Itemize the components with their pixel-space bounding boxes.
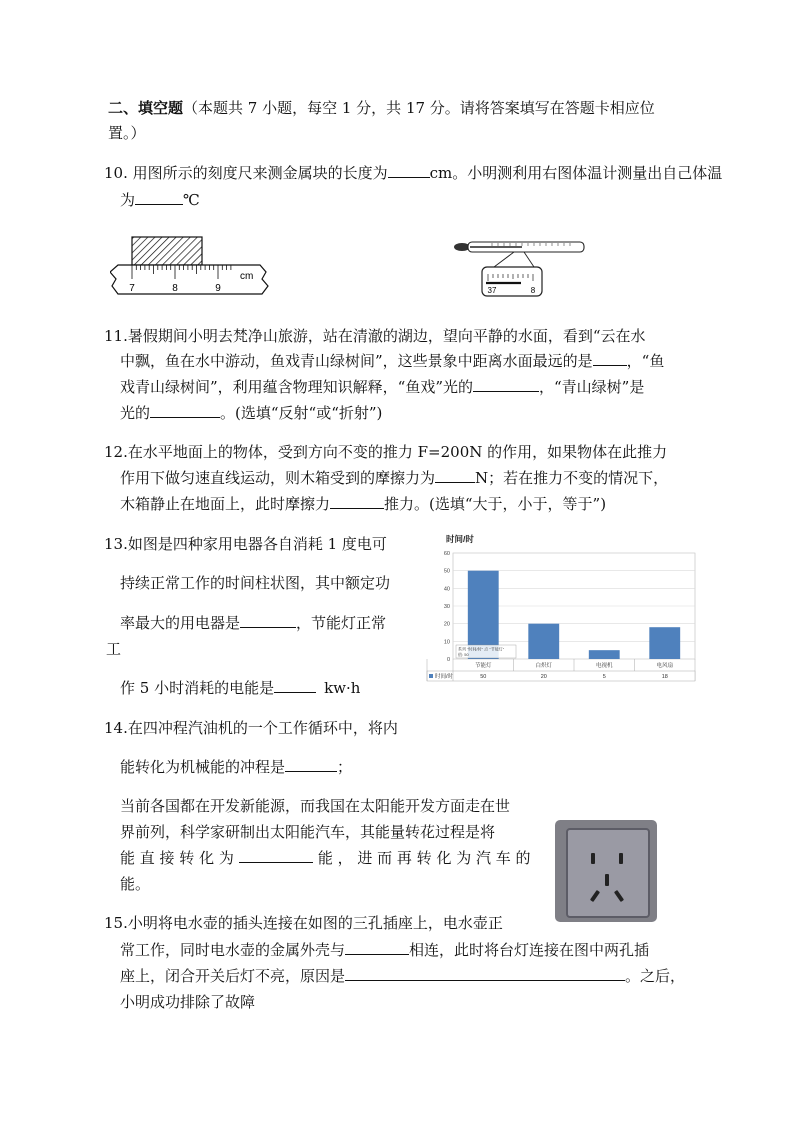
ruler-label-9: 9 (215, 283, 221, 294)
q14-line1: 14.在四冲程汽油机的一个工作循环中，将内 (104, 719, 398, 737)
q15-blank-ground (345, 939, 409, 955)
category-label: 节能灯 (474, 663, 492, 669)
q13-line5 (120, 677, 360, 699)
category-label: 白炽灯 (535, 663, 553, 669)
q13-line2: 持续正常工作的时间柱状图，其中额定功 (120, 574, 391, 592)
q13-text: 率最大的用电器是 (120, 614, 241, 632)
q13-text: ，节能灯正常 (296, 614, 387, 632)
data-table-value: 18 (661, 674, 668, 680)
category-label: 电风扇 (656, 663, 674, 669)
thermo-label-8: 8 (530, 286, 536, 295)
q11-line3 (120, 376, 644, 398)
q14-blank-stroke (285, 756, 337, 772)
q11-blank-mountain (150, 402, 220, 418)
category-label: 电视机 (595, 663, 613, 669)
bar (589, 650, 620, 659)
bar (528, 624, 559, 659)
q11-text: 戏青山绿树间”，利用蕴含物理知识解释，“鱼戏”光的 (120, 378, 474, 396)
q12-text: 木箱静止在地面上，此时摩擦力 (120, 495, 331, 513)
chart-title: 时间/时 (446, 534, 474, 544)
usage-bar-chart (425, 533, 697, 685)
socket-image (555, 820, 657, 922)
data-table-value: 20 (540, 674, 547, 680)
q13-line3 (120, 612, 386, 634)
q10-blank-length (388, 162, 430, 178)
q14-line4: 界前列，科学家研制出太阳能汽车，其能量转花过程是将 (120, 823, 496, 841)
q15-line1: 15.小明将电水壶的插头连接在如图的三孔插座上，电水壶正 (104, 914, 503, 932)
q15-text: 常工作，同时电水壶的金属外壳与 (120, 941, 346, 959)
q14-text: 能转化为机械能的冲程是 (120, 758, 286, 776)
section-instructions: （本题共 7 小题，每空 1 分，共 17 分。请将答案填写在答题卡相应位 (183, 99, 655, 117)
q15-line3 (120, 965, 685, 987)
data-table-value: 50 (480, 674, 487, 680)
legend-swatch (429, 674, 433, 678)
q12-blank-friction (435, 467, 475, 483)
q11-text: ，“青山绿树”是 (539, 378, 645, 396)
section-title: 二、填空题 (108, 99, 184, 117)
q12-line3 (120, 493, 606, 515)
y-tick-label: 40 (443, 586, 450, 593)
q15-line2 (120, 939, 649, 961)
q10-text: ℃ (183, 191, 200, 209)
q15-text: 相连，此时将台灯连接在图中两孔插 (409, 941, 650, 959)
q14-line6: 能。 (120, 875, 151, 893)
q10-text: 为 (120, 191, 136, 209)
q12-line1: 12.在水平地面上的物体，受到方向不变的推力 F=200N 的作用，如果物体在此推力 (104, 443, 668, 461)
q13-blank-energy (274, 677, 316, 693)
bar-tooltip (456, 645, 516, 658)
q10-line2 (120, 189, 200, 211)
metal-block (132, 237, 202, 265)
y-tick-label: 0 (446, 657, 450, 663)
q11-line1: 11.暑假期间小明去梵净山旅游，站在清澈的湖边，望向平静的水面，看到“云在水 (104, 327, 646, 345)
q14-blank-energy-type (239, 847, 313, 863)
q14-text: 能 直 接 转 化 为 (120, 849, 234, 867)
q13-text: kw·h (324, 679, 361, 697)
ruler-figure (110, 232, 276, 302)
q11-text: 光的 (120, 404, 151, 422)
q15-line4: 小明成功排除了故障 (120, 993, 256, 1011)
y-tick-label: 20 (443, 621, 450, 628)
section-instructions-cont: 置。） (108, 124, 146, 142)
q11-line2 (120, 350, 664, 372)
y-tick-label: 60 (443, 551, 450, 557)
bar (649, 627, 680, 659)
q10-text: 10. 用图所示的刻度尺来测金属块的长度为 (104, 164, 388, 182)
q15-text: 。之后， (625, 967, 686, 985)
q12-line2 (120, 467, 668, 489)
y-tick-label: 50 (443, 568, 450, 575)
q15-text: 座上，闭合开关后灯不亮，原因是 (120, 967, 346, 985)
data-table (427, 671, 695, 681)
q11-line4 (120, 402, 382, 424)
q10-text: cm。小明测利用右图体温计测量出自己体温 (429, 164, 723, 182)
q13-line1: 13.如图是四种家用电器各自消耗 1 度电可 (104, 535, 387, 553)
q11-blank-farthest (593, 350, 627, 366)
q14-line5 (120, 847, 531, 869)
y-tick-label: 30 (443, 604, 450, 610)
q13-text: 作 5 小时消耗的电能是 (120, 679, 275, 697)
thermo-label-37: 37 (487, 286, 497, 295)
section-header (108, 97, 655, 119)
q13-blank-appliance (240, 612, 296, 628)
q10-blank-temp (135, 189, 183, 205)
ruler-label-7: 7 (129, 283, 135, 294)
q11-text: 。(选填“反射“或“折射”) (220, 404, 383, 422)
q10-line1 (104, 162, 722, 184)
q14-text: ； (337, 758, 353, 776)
q14-line3: 当前各国都在开发新能源，而我国在太阳能开发方面走在世 (120, 797, 511, 815)
q14-text: 能 ， 进 而 再 转 化 为 汽 车 的 (317, 849, 531, 867)
socket-holes-icon (568, 830, 648, 916)
q11-text: 中飘，鱼在水中游动，鱼戏青山绿树间”，这些景象中距离水面最远的是 (120, 352, 593, 370)
q12-text: 作用下做匀速直线运动，则木箱受到的摩擦力为 (120, 469, 436, 487)
data-table-value: 5 (602, 674, 606, 680)
socket-face (566, 828, 650, 918)
q12-text: N；若在推力不变的情况下， (475, 469, 669, 487)
q13-line4: 工 (106, 640, 122, 658)
q11-blank-fish (473, 376, 539, 392)
data-table-series-name: 时间/时 (435, 674, 454, 680)
tooltip-line2: 值: 50 (458, 652, 469, 657)
thermometer-figure (452, 238, 588, 300)
ruler-label-8: 8 (172, 283, 178, 294)
q11-text: ，“鱼 (626, 352, 665, 370)
ruler-unit: cm (240, 271, 254, 282)
q12-text: 推力。(选填“大于，小于，等于”) (384, 495, 607, 513)
tooltip-line1: 系列 "时间/时" 点 "节能灯" (458, 646, 505, 652)
q12-blank-compare (330, 493, 384, 509)
y-tick-label: 10 (443, 639, 450, 646)
q15-blank-reason (345, 965, 625, 981)
q14-line2 (120, 756, 352, 778)
